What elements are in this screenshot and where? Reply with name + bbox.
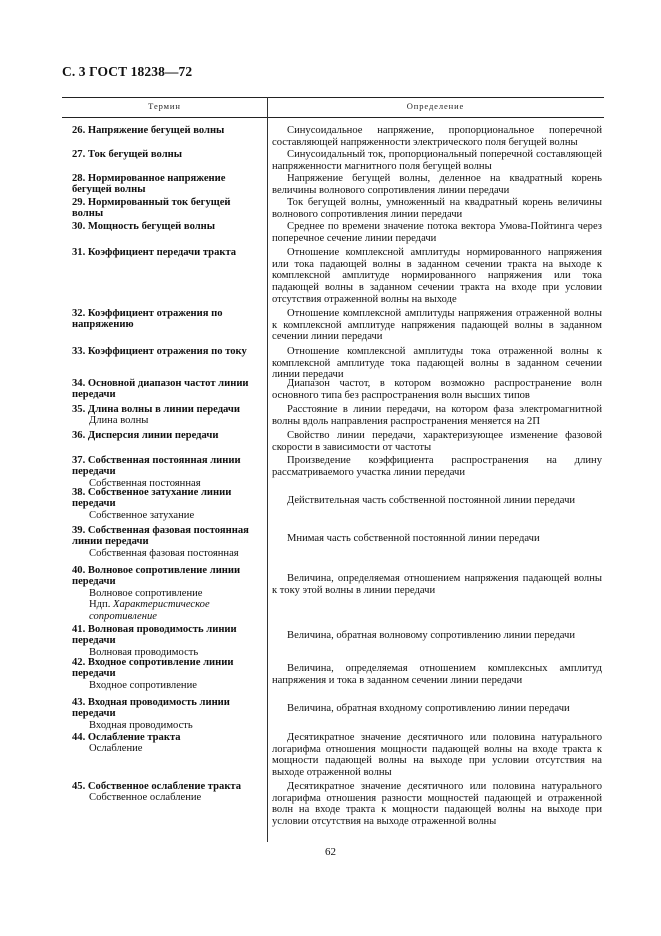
table-row: [72, 346, 604, 381]
table-row: [72, 781, 604, 828]
term-name: Напряжение бегущей волны: [87, 125, 225, 136]
definition-cell: Отношение комплексной амплитуды напряжения отраженной волны к комплексной амплитуде напряжения падающей волны в заданном сечении линии передачи: [272, 308, 602, 343]
table-row: [72, 125, 604, 148]
term-not-allowed: [72, 599, 262, 622]
term-synonym: Волновое сопротивление: [89, 587, 203, 599]
term-name: Длина волны в линии передачи: [87, 404, 241, 415]
table-row: [72, 525, 604, 559]
term-cell: [72, 455, 262, 489]
term-cell: [72, 657, 262, 691]
definition-cell: Действительная часть собственной постоянной линии передачи: [287, 495, 576, 506]
term-synonym: Длина волны: [89, 415, 149, 427]
definition-cell: Диапазон частот, в котором возможно распространение волн основного типа без распространения волн высших типов: [272, 378, 602, 401]
term-cell: [72, 197, 262, 220]
term-name: Коэффициент передачи тракта: [87, 247, 237, 258]
term-cell: [72, 624, 262, 658]
term-cell: [72, 781, 262, 804]
definition-cell: Величина, определяемая отношением комплексных амплитуд напряжения и тока в заданном сечении линии передачи: [272, 663, 602, 686]
term-name: Входная проводимость линии передачи: [72, 697, 230, 720]
term-name: Коэффициент отражения по напряжению: [72, 308, 223, 331]
term-number: 41.: [72, 624, 86, 635]
term-name: Собственная фазовая постоянная линии передачи: [72, 525, 249, 548]
term-number: 29.: [72, 197, 86, 208]
table-row: [72, 308, 604, 343]
term-number: 33.: [72, 346, 86, 357]
term-name: Основной диапазон частот линии передачи: [72, 378, 249, 401]
term-number: 42.: [72, 657, 86, 668]
term-number: 35.: [72, 404, 86, 415]
term-cell: [72, 430, 262, 441]
term-name: Коэффициент отражения по току: [87, 346, 247, 357]
definition-cell: Величина, обратная входному сопротивлению линии передачи: [287, 703, 570, 714]
definition-cell: Десятикратное значение десятичного или половина натурального логарифма отношения разности мощностей падающей и отраженной волн на входе тракта к мощности падающей волны на выходе при условии отсутствия на выходе отраженной волны: [272, 781, 602, 828]
term-number: 44.: [72, 732, 86, 743]
term-number: 36.: [72, 430, 86, 441]
term-name: Волновая проводимость линии передачи: [72, 624, 237, 647]
table-row: [72, 697, 604, 731]
term-name: Мощность бегущей волны: [87, 221, 216, 232]
table-row: [72, 732, 604, 779]
term-number: 39.: [72, 525, 86, 536]
term-number: 34.: [72, 378, 86, 389]
term-synonym: Собственная постоянная: [89, 477, 201, 489]
term-synonym: Входная проводимость: [89, 719, 193, 731]
page-header: С. 3 ГОСТ 18238—72: [62, 64, 193, 79]
table-row: [72, 404, 604, 427]
table-row: [72, 173, 604, 196]
term-cell: [72, 125, 262, 136]
term-cell: [72, 565, 262, 622]
term-cell: [72, 697, 262, 731]
column-header-term: Термин: [148, 101, 181, 111]
term-name: Входное сопротивление линии передачи: [72, 657, 234, 680]
term-number: 31.: [72, 247, 86, 258]
page-number: 62: [325, 846, 336, 858]
table-row: [72, 657, 604, 691]
table-row: [72, 149, 604, 172]
term-cell: [72, 404, 262, 427]
definition-cell: Десятикратное значение десятичного или половина натурального логарифма отношения мощности падающей волны на входе тракта к мощности падающей волны на выходе при условии отсутствия на выходе отраженной волны: [272, 732, 602, 779]
term-name: Ток бегущей волны: [87, 149, 183, 160]
definition-cell: Отношение комплексной амплитуды нормированного напряжения или тока падающей волны в заданном сечении тракта на выходе к комплексной амплитуде нормированного напряжения или тока падающей волны в заданном сечении тракта на входе при условии отсутствия отраженной волны на выходе: [272, 247, 602, 305]
term-number: 26.: [72, 125, 86, 136]
term-name: Нормированное напряжение бегущей волны: [72, 173, 226, 196]
table-row: [72, 455, 604, 489]
term-name: Собственная постоянная линии передачи: [72, 455, 241, 478]
term-name: Дисперсия линии передачи: [87, 430, 219, 441]
term-synonym: Собственное ослабление: [89, 792, 202, 804]
term-synonym: Волновая проводимость: [89, 646, 199, 658]
term-cell: [72, 173, 262, 196]
table-row: [72, 197, 604, 220]
table-header: [62, 97, 604, 118]
definition-cell: Синусоидальное напряжение, пропорциональное поперечной составляющей напряженности электрического поля бегущей волны: [272, 125, 602, 148]
definition-cell: Напряжение бегущей волны, деленное на квадратный корень величины волнового сопротивления линии передачи: [272, 173, 602, 196]
definition-cell: Свойство линии передачи, характеризующее изменение фазовой скорости в зависимости от частоты: [272, 430, 602, 453]
term-name: Собственное затухание линии передачи: [72, 487, 232, 510]
definition-cell: Ток бегущей волны, умноженный на квадратный корень величины волнового сопротивления линии передачи: [272, 197, 602, 220]
term-cell: [72, 487, 262, 521]
term-name: Волновое сопротивление линии передачи: [72, 565, 241, 588]
term-number: 40.: [72, 565, 86, 576]
term-name: Ослабление тракта: [87, 732, 181, 743]
column-header-definition: Определение: [406, 101, 465, 111]
term-number: 38.: [72, 487, 86, 498]
definition-cell: Синусоидальный ток, пропорциональный поперечной составляющей напряженности магнитного поля бегущей волны: [272, 149, 602, 172]
term-synonym: Ослабление: [89, 743, 143, 755]
definition-cell: Среднее по времени значение потока вектора Умова-Пойтинга через поперечное сечение линии передачи: [272, 221, 602, 244]
term-cell: [72, 308, 262, 331]
table-row: [72, 487, 604, 521]
table-row: [72, 430, 604, 453]
ndp-prefix: Ндп.: [89, 599, 111, 611]
table-row: [72, 565, 604, 622]
term-cell: [72, 247, 262, 258]
term-number: 32.: [72, 308, 86, 319]
term-number: 43.: [72, 697, 86, 708]
definition-cell: Произведение коэффициента распространения на длину рассматриваемого участка линии передачи: [272, 455, 602, 478]
table-row: [72, 221, 604, 244]
ndp-term: Характеристическое сопротивление: [89, 599, 210, 622]
definition-cell: Величина, обратная волновому сопротивлению линии передачи: [287, 630, 576, 641]
term-cell: [72, 525, 262, 559]
definition-cell: Мнимая часть собственной постоянной линии передачи: [287, 533, 540, 544]
definition-cell: Величина, определяемая отношением напряжения падающей волны к току этой волны в линии передачи: [272, 573, 602, 596]
term-number: 30.: [72, 221, 86, 232]
table-row: [72, 247, 604, 305]
term-cell: [72, 221, 262, 232]
term-cell: [72, 378, 262, 401]
term-number: 28.: [72, 173, 86, 184]
term-cell: [72, 149, 262, 160]
term-number: 37.: [72, 455, 86, 466]
term-synonym: Собственное затухание: [89, 509, 195, 521]
term-cell: [72, 732, 262, 755]
term-number: 27.: [72, 149, 86, 160]
term-synonym: Собственная фазовая постоянная: [89, 547, 239, 559]
term-cell: [72, 346, 262, 357]
table-row: [72, 378, 604, 401]
definition-cell: Расстояние в линии передачи, на котором фаза электромагнитной волны вдоль направления распространения меняется на 2П: [272, 404, 602, 427]
term-name: Нормированный ток бегущей волны: [72, 197, 231, 220]
table-row: [72, 624, 604, 658]
term-name: Собственное ослабление тракта: [87, 781, 242, 792]
term-number: 45.: [72, 781, 86, 792]
term-synonym: Входное сопротивление: [89, 679, 197, 691]
definition-cell: Отношение комплексной амплитуды тока отраженной волны к комплексной амплитуде тока падающей волны в заданном сечении линии передачи: [272, 346, 602, 381]
